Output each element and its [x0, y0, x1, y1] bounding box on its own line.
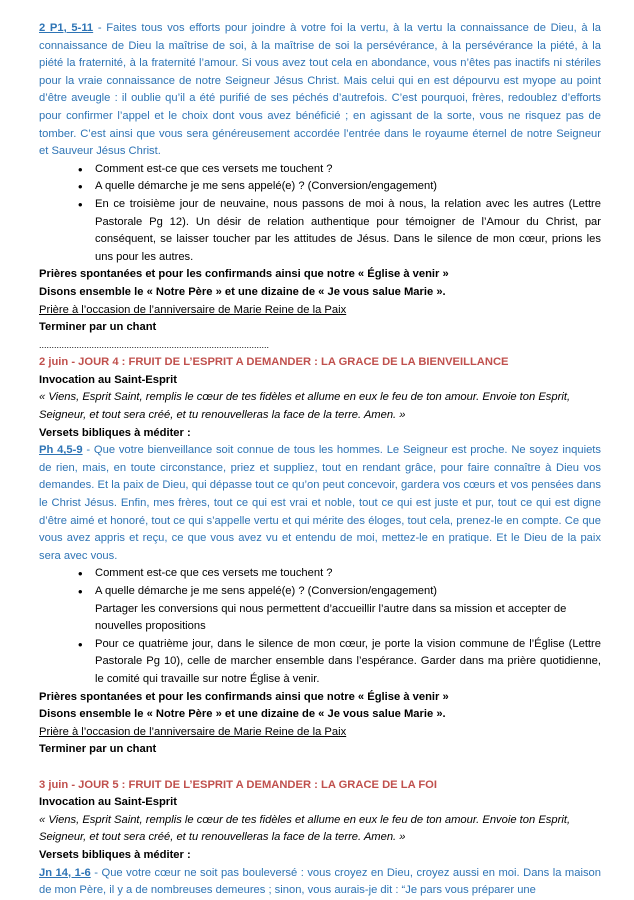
anniversary-prayer-link[interactable]: Prière à l’occasion de l’anniversaire de Marie Reine de la Paix	[39, 725, 347, 738]
invocation-label: Invocation au Saint-Esprit	[39, 373, 177, 386]
closing-line: Terminer par un chant	[39, 321, 157, 334]
prayer-line: Prières spontanées et pour les confirmands ainsi que notre « Église à venir »	[39, 690, 449, 703]
invocation-text: « Viens, Esprit Saint, remplis le cœur de tes fidèles et allume en eux le feu de ton amour. Envoie ton Esprit, Seigneur, et tout sera créé, et tu renouvelleras la face de la terre. Amen. »	[39, 391, 571, 422]
spacer	[39, 759, 601, 777]
reflection-list	[39, 161, 601, 267]
reflection-item: • Comment est-ce que ces versets me touchent ?	[95, 161, 601, 179]
invocation-text: « Viens, Esprit Saint, remplis le cœur de tes fidèles et allume en eux le feu de ton amour. Envoie ton Esprit, Seigneur, et tout sera créé, et tu renouvelleras la face de la terre. Amen. »	[39, 813, 571, 844]
prayer-line: Disons ensemble le « Notre Père » et une dizaine de « Je vous salue Marie ».	[39, 708, 446, 721]
scripture-text: - Que votre bienveillance soit connue de tous les hommes. Le Seigneur est proche. Ne soyez inquiets de rien, mais, en toute circonstance, priez et suppliez, tout en rendant grâce, pour faire connaître à Dieu vos demandes. Et la paix de Dieu, qui dépasse tout ce qu’on peut concevoir, gardera vos cœurs et vos pensées dans le Christ Jésus. Enfin, mes frères, tout ce qui est vrai et noble, tout ce qui est juste et pur, tout ce qui est digne d’être aimé et honoré, tout ce qui s’appelle vertu et qui mérite des éloges, tout cela, prenez-le en compte. Ce que vous avez appris et reçu, ce que vous avez vu et entendu de moi, mettez-le en pratique. Et le Dieu de la paix sera avec vous.	[39, 444, 601, 562]
reflection-question: A quelle démarche je me sens appelé(e) ? (Conversion/engagement)	[95, 585, 438, 597]
invocation-label: Invocation au Saint-Esprit	[39, 796, 177, 809]
reflection-list	[39, 565, 601, 688]
prayer-line: Prières spontanées et pour les confirmands ainsi que notre « Église à venir »	[39, 268, 449, 281]
anniversary-prayer-link[interactable]: Prière à l’occasion de l’anniversaire de Marie Reine de la Paix	[39, 303, 347, 316]
reflection-item: • Pour ce quatrième jour, dans le silence de mon cœur, je porte la vision commune de l’Église (Lettre Pastorale Pg 10), celle de marcher ensemble dans l’espérance. Garder dans ma prière quotidienne, le comité qui travaille sur notre Église à venir.	[95, 636, 601, 689]
scripture-reference[interactable]: Jn 14, 1-6	[39, 866, 91, 879]
scripture-text: - Faites tous vos efforts pour joindre à votre foi la vertu, à la vertu la connaissance de Dieu, à la connaissance de Dieu la maîtrise de soi, à la maîtrise de soi la persévérance, à la persévérance la piété, à la piété la fraternité, à la fraternité l’amour. Si vous avez tout cela en abondance, vous n’êtes pas inactifs ni stériles pour la vraie connaissance de notre Seigneur Jésus Christ. Mais celui qui en est dépourvu est myope au point d’être aveugle : il oublie qu’il a été purifié de ses péchés d’autrefois. C’est pourquoi, frères, redoublez d’efforts pour confirmer l’appel et le choix dont vous avez bénéficié ; en agissant de la sorte, vous ne risquez pas de tomber. C’est ainsi que vous sera généreusement accordée l’entrée dans le royaume éternel de notre Seigneur et Sauveur Jésus Christ.	[39, 22, 602, 158]
verses-label: Versets bibliques à méditer :	[39, 848, 191, 861]
scripture-reference[interactable]: 2 P1, 5-11	[39, 22, 94, 34]
closing-line: Terminer par un chant	[39, 743, 157, 756]
day4-heading: 2 juin - JOUR 4 : FRUIT DE L’ESPRIT A DEMANDER : LA GRACE DE LA BIENVEILLANCE	[39, 356, 509, 369]
scripture-passage-jn14	[39, 865, 601, 900]
reflection-item: • En ce troisième jour de neuvaine, nous passons de moi à nous, la relation avec les autres (Lettre Pastorale Pg 12). Un désir de relation authentique pour témoigner de l’Amour du Christ, par conséquent, se laisser toucher par les attitudes de Jésus. Dans le silence de mon cœur, prions les uns pour les autres.	[95, 196, 601, 266]
day5-heading: 3 juin - JOUR 5 : FRUIT DE L’ESPRIT A DEMANDER : LA GRACE DE LA FOI	[39, 778, 437, 791]
reflection-item: • A quelle démarche je me sens appelé(e) ? (Conversion/engagement)	[95, 178, 601, 196]
scripture-passage-ph4	[39, 442, 601, 565]
document-page	[39, 20, 601, 900]
reflection-item	[95, 583, 601, 636]
scripture-reference[interactable]: Ph 4,5-9	[39, 444, 83, 457]
reflection-answer: Partager les conversions qui nous permettent d’accueillir l’autre dans sa mission et accepter de nouvelles propositions	[95, 602, 567, 633]
scripture-text: - Que votre cœur ne soit pas bouleversé : vous croyez en Dieu, croyez aussi en moi. Dans la maison de mon Père, il y a de nombreuses demeures ; sinon, vous aurais-je dit : “Je pars vous préparer une	[39, 866, 601, 897]
prayer-line: Disons ensemble le « Notre Père » et une dizaine de « Je vous salue Marie ».	[39, 285, 446, 298]
separator: ............................................................................................	[39, 339, 270, 350]
reflection-item: • Comment est-ce que ces versets me touchent ?	[95, 565, 601, 583]
verses-label: Versets bibliques à méditer :	[39, 426, 191, 439]
scripture-passage-2p1	[39, 20, 601, 161]
